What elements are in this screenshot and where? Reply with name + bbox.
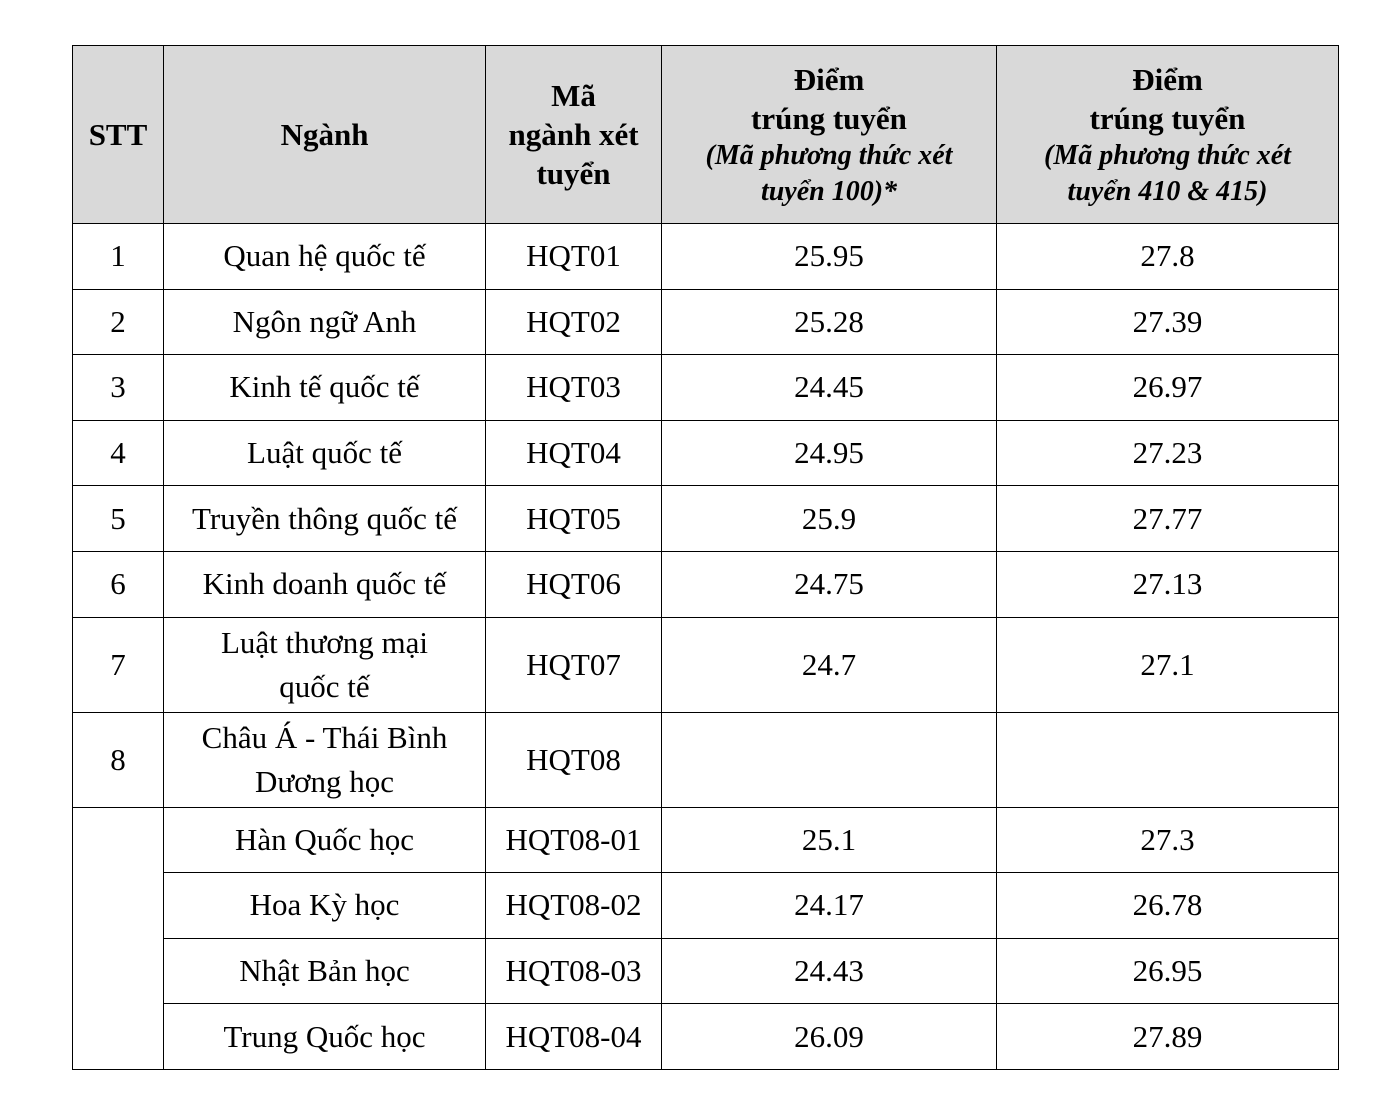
cell-ma: HQT08-01 — [486, 807, 662, 873]
cell-diem-100: 24.7 — [662, 617, 997, 712]
header-ma-line: Mã — [551, 78, 596, 113]
header-diem-410-sub: (Mã phương thức xét — [1044, 139, 1291, 171]
cell-nganh — [164, 712, 486, 807]
cell-diem-410: 27.23 — [997, 420, 1339, 486]
cell-diem-410: 26.97 — [997, 355, 1339, 421]
header-row — [73, 46, 1339, 224]
cell-nganh-line: Dương học — [254, 763, 395, 799]
cell-nganh: Luật quốc tế — [164, 420, 486, 486]
cell-diem-100: 24.17 — [662, 873, 997, 939]
table-row — [73, 617, 1339, 712]
header-ma-line: tuyển — [536, 156, 611, 191]
table-row — [73, 289, 1339, 355]
cell-nganh: Trung Quốc học — [164, 1004, 486, 1070]
header-ma-nganh — [486, 46, 662, 224]
table-header — [73, 46, 1339, 224]
cell-diem-100: 24.95 — [662, 420, 997, 486]
header-diem-100-sub: (Mã phương thức xét — [705, 139, 953, 171]
table-row — [73, 486, 1339, 552]
cell-ma: HQT07 — [486, 617, 662, 712]
cell-diem-100: 25.9 — [662, 486, 997, 552]
cell-diem-410: 27.3 — [997, 807, 1339, 873]
cell-ma: HQT06 — [486, 551, 662, 617]
header-ma-line: ngành xét — [508, 117, 639, 152]
cell-stt: 1 — [73, 224, 164, 290]
cell-ma: HQT08-03 — [486, 938, 662, 1004]
header-diem-100 — [662, 46, 997, 224]
cell-ma: HQT02 — [486, 289, 662, 355]
cell-nganh: Truyền thông quốc tế — [164, 486, 486, 552]
cell-diem-100: 24.43 — [662, 938, 997, 1004]
cell-diem-410: 27.39 — [997, 289, 1339, 355]
admission-scores-table — [72, 45, 1339, 1070]
cell-ma: HQT08-04 — [486, 1004, 662, 1070]
header-diem-410-title: Điểm — [1132, 61, 1203, 97]
table-row — [73, 551, 1339, 617]
cell-stt: 7 — [73, 617, 164, 712]
header-stt: STT — [73, 46, 164, 224]
table-body — [73, 224, 1339, 1070]
cell-diem-100: 25.28 — [662, 289, 997, 355]
cell-nganh: Hàn Quốc học — [164, 807, 486, 873]
header-diem-410 — [997, 46, 1339, 224]
cell-nganh: Nhật Bản học — [164, 938, 486, 1004]
cell-nganh: Ngôn ngữ Anh — [164, 289, 486, 355]
cell-stt: 8 — [73, 712, 164, 807]
cell-nganh: Quan hệ quốc tế — [164, 224, 486, 290]
cell-stt: 6 — [73, 551, 164, 617]
cell-diem-100: 24.45 — [662, 355, 997, 421]
table-subrow — [73, 807, 1339, 873]
table-subrow — [73, 938, 1339, 1004]
cell-nganh: Kinh tế quốc tế — [164, 355, 486, 421]
header-diem-100-title: Điểm — [793, 61, 865, 97]
header-diem-410-sub: tuyển 410 & 415) — [1067, 175, 1268, 207]
cell-diem-410: 27.1 — [997, 617, 1339, 712]
cell-diem-100: 24.75 — [662, 551, 997, 617]
header-nganh: Ngành — [164, 46, 486, 224]
table-row — [73, 355, 1339, 421]
header-diem-100-title: trúng tuyển — [751, 100, 907, 136]
cell-nganh-line: quốc tế — [279, 668, 370, 704]
cell-diem-410: 26.95 — [997, 938, 1339, 1004]
cell-stt: 4 — [73, 420, 164, 486]
header-diem-410-title: trúng tuyển — [1089, 100, 1246, 136]
cell-diem-100 — [662, 712, 997, 807]
cell-stt: 2 — [73, 289, 164, 355]
table-subrow — [73, 873, 1339, 939]
cell-diem-410: 27.8 — [997, 224, 1339, 290]
cell-ma: HQT03 — [486, 355, 662, 421]
cell-nganh: Kinh doanh quốc tế — [164, 551, 486, 617]
cell-nganh: Hoa Kỳ học — [164, 873, 486, 939]
cell-ma: HQT08 — [486, 712, 662, 807]
table-subrow — [73, 1004, 1339, 1070]
cell-nganh-line: Châu Á - Thái Bình — [201, 719, 448, 755]
cell-diem-100: 25.95 — [662, 224, 997, 290]
cell-stt: 5 — [73, 486, 164, 552]
cell-diem-410: 26.78 — [997, 873, 1339, 939]
table-row — [73, 224, 1339, 290]
table-row — [73, 420, 1339, 486]
cell-ma: HQT08-02 — [486, 873, 662, 939]
cell-diem-100: 26.09 — [662, 1004, 997, 1070]
cell-diem-410: 27.89 — [997, 1004, 1339, 1070]
table-row — [73, 712, 1339, 807]
cell-stt-empty — [73, 807, 164, 1069]
cell-ma: HQT05 — [486, 486, 662, 552]
header-diem-100-sub: tuyển 100)* — [760, 175, 898, 207]
cell-diem-100: 25.1 — [662, 807, 997, 873]
cell-stt: 3 — [73, 355, 164, 421]
cell-nganh — [164, 617, 486, 712]
cell-diem-410: 27.77 — [997, 486, 1339, 552]
cell-diem-410 — [997, 712, 1339, 807]
cell-ma: HQT04 — [486, 420, 662, 486]
cell-nganh-line: Luật thương mại — [220, 624, 429, 660]
cell-diem-410: 27.13 — [997, 551, 1339, 617]
cell-ma: HQT01 — [486, 224, 662, 290]
